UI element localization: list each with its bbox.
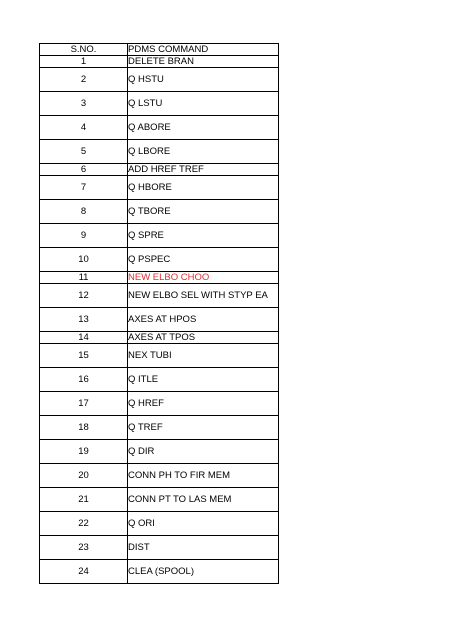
table-row (40, 536, 279, 560)
table-row (40, 92, 279, 116)
row-command: Q SPRE (128, 224, 279, 248)
row-sno: 18 (40, 416, 128, 440)
row-sno: 11 (40, 272, 128, 284)
row-command: Q DIR (128, 440, 279, 464)
row-command: Q HREF (128, 392, 279, 416)
table-row (40, 440, 279, 464)
table-row (40, 416, 279, 440)
pdms-command-table (39, 43, 279, 584)
row-sno: 4 (40, 116, 128, 140)
table-row (40, 140, 279, 164)
row-command: AXES AT TPOS (128, 332, 279, 344)
table-row (40, 368, 279, 392)
row-command: DELETE BRAN (128, 56, 279, 68)
row-sno: 13 (40, 308, 128, 332)
table-row (40, 332, 279, 344)
table-row (40, 164, 279, 176)
row-command: CLEA (SPOOL) (128, 560, 279, 584)
row-sno: 17 (40, 392, 128, 416)
header-sno: S.NO. (40, 44, 128, 56)
row-command: Q TREF (128, 416, 279, 440)
row-sno: 21 (40, 488, 128, 512)
table-row (40, 176, 279, 200)
row-sno: 24 (40, 560, 128, 584)
table-row (40, 116, 279, 140)
row-command: CONN PT TO LAS MEM (128, 488, 279, 512)
row-sno: 9 (40, 224, 128, 248)
table-header-row (40, 44, 279, 56)
row-sno: 16 (40, 368, 128, 392)
row-command: Q LBORE (128, 140, 279, 164)
row-command: CONN PH TO FIR MEM (128, 464, 279, 488)
row-command: Q HSTU (128, 68, 279, 92)
row-command: ADD HREF TREF (128, 164, 279, 176)
table-row (40, 248, 279, 272)
table-row (40, 392, 279, 416)
row-sno: 3 (40, 92, 128, 116)
row-sno: 6 (40, 164, 128, 176)
row-command: Q TBORE (128, 200, 279, 224)
row-sno: 7 (40, 176, 128, 200)
row-sno: 20 (40, 464, 128, 488)
row-command: AXES AT HPOS (128, 308, 279, 332)
table-row (40, 56, 279, 68)
row-sno: 10 (40, 248, 128, 272)
row-command: Q PSPEC (128, 248, 279, 272)
table-row (40, 284, 279, 308)
table-row (40, 200, 279, 224)
table-row (40, 512, 279, 536)
row-sno: 1 (40, 56, 128, 68)
table-row (40, 560, 279, 584)
row-command: NEX TUBI (128, 344, 279, 368)
row-command: Q ORI (128, 512, 279, 536)
row-sno: 15 (40, 344, 128, 368)
row-command: NEW ELBO CHOO (128, 272, 279, 284)
row-sno: 19 (40, 440, 128, 464)
table-row (40, 224, 279, 248)
row-sno: 14 (40, 332, 128, 344)
table-row (40, 344, 279, 368)
header-command: PDMS COMMAND (128, 44, 279, 56)
row-sno: 23 (40, 536, 128, 560)
table-row (40, 488, 279, 512)
row-sno: 8 (40, 200, 128, 224)
table-row (40, 272, 279, 284)
row-command: NEW ELBO SEL WITH STYP EA (128, 284, 279, 308)
row-sno: 22 (40, 512, 128, 536)
row-command: DIST (128, 536, 279, 560)
table-row (40, 308, 279, 332)
table-row (40, 68, 279, 92)
table-row (40, 464, 279, 488)
row-command: Q ITLE (128, 368, 279, 392)
row-sno: 12 (40, 284, 128, 308)
row-command: Q HBORE (128, 176, 279, 200)
row-command: Q LSTU (128, 92, 279, 116)
row-command: Q ABORE (128, 116, 279, 140)
row-sno: 2 (40, 68, 128, 92)
row-sno: 5 (40, 140, 128, 164)
